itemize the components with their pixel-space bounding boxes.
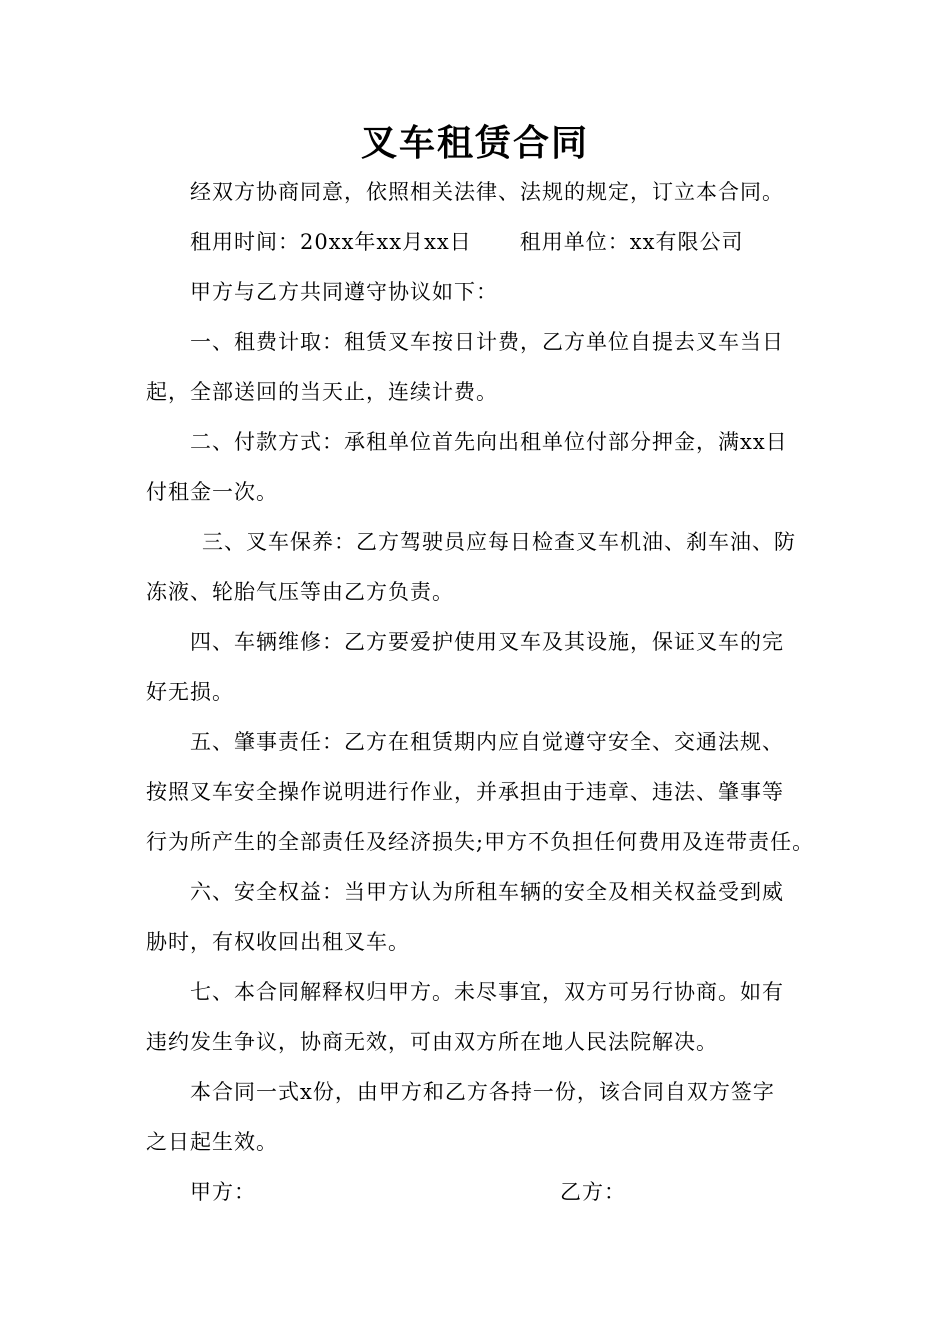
- copies-line-2: 之日起生效。: [146, 1130, 278, 1154]
- clause-1-line-1: 一、租费计取：租赁叉车按日计费，乙方单位自提去叉车当日: [190, 330, 784, 354]
- clause-6-line-2: 胁时，有权收回出租叉车。: [146, 930, 410, 954]
- clause-6-line-1: 六、安全权益：当甲方认为所租车辆的安全及相关权益受到威: [190, 880, 784, 904]
- clause-1-line-2: 起，全部送回的当天止，连续计费。: [146, 380, 498, 404]
- party-b-signature-label: 乙方：: [560, 1180, 626, 1204]
- rent-info-line: [190, 227, 743, 257]
- clause-7-line-2: 违约发生争议，协商无效，可由双方所在地人民法院解决。: [146, 1030, 718, 1054]
- page-title: 叉车租赁合同: [360, 122, 589, 164]
- clause-2-line-2: 付租金一次。: [146, 480, 278, 504]
- clause-4-line-2: 好无损。: [146, 680, 234, 704]
- party-a-signature-label: 甲方：: [190, 1180, 256, 1204]
- rent-time: 租用时间：20xx年xx月xx日: [190, 230, 472, 254]
- clause-5-line-3: 行为所产生的全部责任及经济损失;甲方不负担任何费用及连带责任。: [146, 830, 815, 854]
- clause-4-line-1: 四、车辆维修：乙方要爱护使用叉车及其设施，保证叉车的完: [190, 630, 784, 654]
- clause-5-line-1: 五、肇事责任：乙方在租赁期内应自觉遵守安全、交通法规、: [190, 730, 784, 754]
- intro-text: 经双方协商同意，依照相关法律、法规的规定，订立本合同。: [190, 180, 784, 204]
- agreement-lead: 甲方与乙方共同遵守协议如下：: [190, 280, 498, 304]
- rent-unit: 租用单位：xx有限公司: [519, 230, 744, 254]
- clause-2-line-1: 二、付款方式：承租单位首先向出租单位付部分押金，满xx日: [190, 430, 788, 454]
- clause-5-line-2: 按照叉车安全操作说明进行作业，并承担由于违章、违法、肇事等: [146, 780, 784, 804]
- clause-3-line-1: 三、叉车保养：乙方驾驶员应每日检查叉车机油、刹车油、防: [202, 530, 796, 554]
- copies-line-1: 本合同一式x份，由甲方和乙方各持一份，该合同自双方签字: [190, 1080, 775, 1104]
- clause-3-line-2: 冻液、轮胎气压等由乙方负责。: [146, 580, 454, 604]
- clause-7-line-1: 七、本合同解释权归甲方。未尽事宜，双方可另行协商。如有: [190, 980, 784, 1004]
